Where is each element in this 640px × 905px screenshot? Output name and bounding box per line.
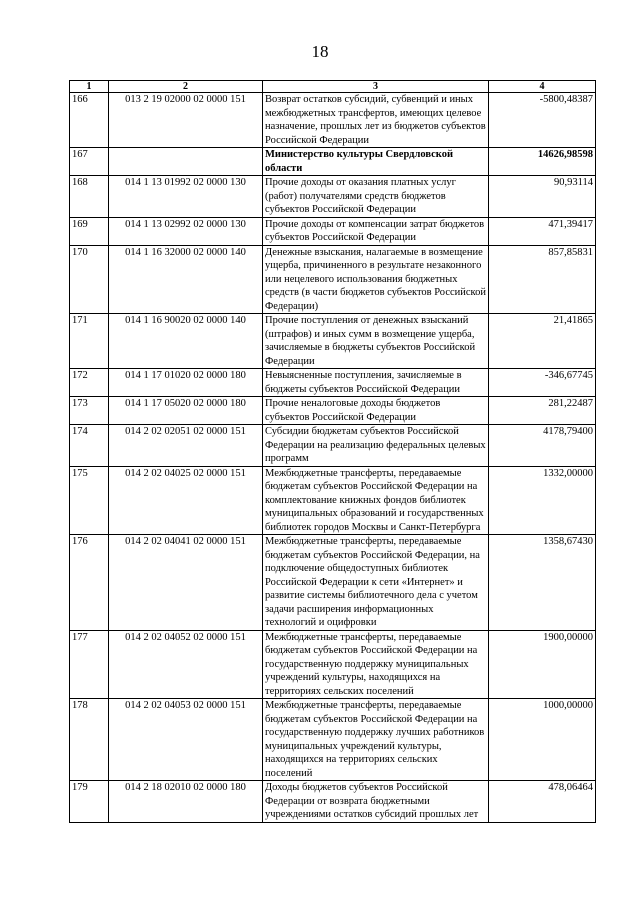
table-row (70, 699, 596, 781)
description-cell: Субсидии бюджетам субъектов Российской Федерации на реализацию федеральных целевых программ (263, 425, 489, 467)
amount-cell: 14626,98598 (489, 148, 596, 176)
row-number-cell: 179 (70, 781, 109, 823)
row-number-cell: 175 (70, 466, 109, 535)
amount-cell: 857,85831 (489, 245, 596, 314)
budget-code-cell: 014 1 16 32000 02 0000 140 (109, 245, 263, 314)
row-number-cell: 174 (70, 425, 109, 467)
page-number: 18 (311, 42, 329, 61)
description-cell: Межбюджетные трансферты, передаваемые бюджетам субъектов Российской Федерации, на подключение общедоступных библиотек Российской Федерации к сети «Интернет» и развитие системы библиотечного дела с учетом задачи расширения информационных технологий и оцифровки (263, 535, 489, 631)
description-cell: Министерство культуры Свердловской области (263, 148, 489, 176)
description-cell: Прочие неналоговые доходы бюджетов субъектов Российской Федерации (263, 397, 489, 425)
description-cell: Прочие поступления от денежных взысканий (штрафов) и иных сумм в возмещение ущерба, зачисляемые в бюджеты субъектов Российской Федерации (263, 314, 489, 369)
description-cell: Возврат остатков субсидий, субвенций и иных межбюджетных трансфертов, имеющих целевое назначение, прошлых лет из бюджетов субъектов Российской Федерации (263, 93, 489, 148)
table-row (70, 466, 596, 535)
row-number-cell: 172 (70, 369, 109, 397)
amount-cell: 21,41865 (489, 314, 596, 369)
table-row (70, 93, 596, 148)
budget-code-cell: 014 2 18 02010 02 0000 180 (109, 781, 263, 823)
table-row (70, 176, 596, 218)
amount-cell: 281,22487 (489, 397, 596, 425)
budget-revenue-table (69, 80, 596, 823)
amount-cell: 1332,00000 (489, 466, 596, 535)
header-col-3: 3 (263, 81, 489, 93)
amount-cell: 90,93114 (489, 176, 596, 218)
description-cell: Межбюджетные трансферты, передаваемые бюджетам субъектов Российской Федерации на государственную поддержку лучших работников муниципальных учреждений культуры, находящихся на территориях сельских поселений (263, 699, 489, 781)
table-row (70, 217, 596, 245)
row-number-cell: 176 (70, 535, 109, 631)
table-row (70, 425, 596, 467)
row-number-cell: 178 (70, 699, 109, 781)
header-col-2: 2 (109, 81, 263, 93)
amount-cell: 1900,00000 (489, 630, 596, 699)
budget-code-cell: 014 1 17 01020 02 0000 180 (109, 369, 263, 397)
amount-cell: -5800,48387 (489, 93, 596, 148)
row-number-cell: 166 (70, 93, 109, 148)
budget-code-cell (109, 148, 263, 176)
amount-cell: 471,39417 (489, 217, 596, 245)
row-number-cell: 173 (70, 397, 109, 425)
budget-code-cell: 014 2 02 04041 02 0000 151 (109, 535, 263, 631)
budget-code-cell: 014 1 16 90020 02 0000 140 (109, 314, 263, 369)
row-number-cell: 171 (70, 314, 109, 369)
amount-cell: 1358,67430 (489, 535, 596, 631)
table-row (70, 245, 596, 314)
description-cell: Денежные взыскания, налагаемые в возмещение ущерба, причиненного в результате незаконного или нецелевого использования бюджетных средств (в части бюджетов субъектов Российской Федерации) (263, 245, 489, 314)
budget-code-cell: 014 2 02 02051 02 0000 151 (109, 425, 263, 467)
amount-cell: 1000,00000 (489, 699, 596, 781)
description-cell: Прочие доходы от оказания платных услуг (работ) получателями средств бюджетов субъектов Российской Федерации (263, 176, 489, 218)
table-header-row (70, 81, 596, 93)
amount-cell: 478,06464 (489, 781, 596, 823)
table-row (70, 369, 596, 397)
description-cell: Межбюджетные трансферты, передаваемые бюджетам субъектов Российской Федерации на комплектование книжных фондов библиотек муниципальных образований и государственных библиотек городов Москвы и Санкт-Петербурга (263, 466, 489, 535)
table-row (70, 397, 596, 425)
table-body (70, 93, 596, 823)
description-cell: Невыясненные поступления, зачисляемые в бюджеты субъектов Российской Федерации (263, 369, 489, 397)
budget-code-cell: 014 1 17 05020 02 0000 180 (109, 397, 263, 425)
table-row (70, 630, 596, 699)
budget-code-cell: 014 2 02 04052 02 0000 151 (109, 630, 263, 699)
header-col-1: 1 (70, 81, 109, 93)
budget-code-cell: 014 1 13 01992 02 0000 130 (109, 176, 263, 218)
table-row (70, 148, 596, 176)
row-number-cell: 167 (70, 148, 109, 176)
amount-cell: 4178,79400 (489, 425, 596, 467)
row-number-cell: 177 (70, 630, 109, 699)
table-row (70, 314, 596, 369)
row-number-cell: 169 (70, 217, 109, 245)
row-number-cell: 170 (70, 245, 109, 314)
amount-cell: -346,67745 (489, 369, 596, 397)
budget-code-cell: 014 2 02 04025 02 0000 151 (109, 466, 263, 535)
table-row (70, 781, 596, 823)
budget-code-cell: 014 2 02 04053 02 0000 151 (109, 699, 263, 781)
description-cell: Межбюджетные трансферты, передаваемые бюджетам субъектов Российской Федерации на государственную поддержку муниципальных учреждений культуры, находящихся на территориях сельских поселений (263, 630, 489, 699)
description-cell: Доходы бюджетов субъектов Российской Федерации от возврата бюджетными учреждениями остатков субсидий прошлых лет (263, 781, 489, 823)
budget-code-cell: 013 2 19 02000 02 0000 151 (109, 93, 263, 148)
description-cell: Прочие доходы от компенсации затрат бюджетов субъектов Российской Федерации (263, 217, 489, 245)
table-row (70, 535, 596, 631)
row-number-cell: 168 (70, 176, 109, 218)
header-col-4: 4 (489, 81, 596, 93)
budget-code-cell: 014 1 13 02992 02 0000 130 (109, 217, 263, 245)
